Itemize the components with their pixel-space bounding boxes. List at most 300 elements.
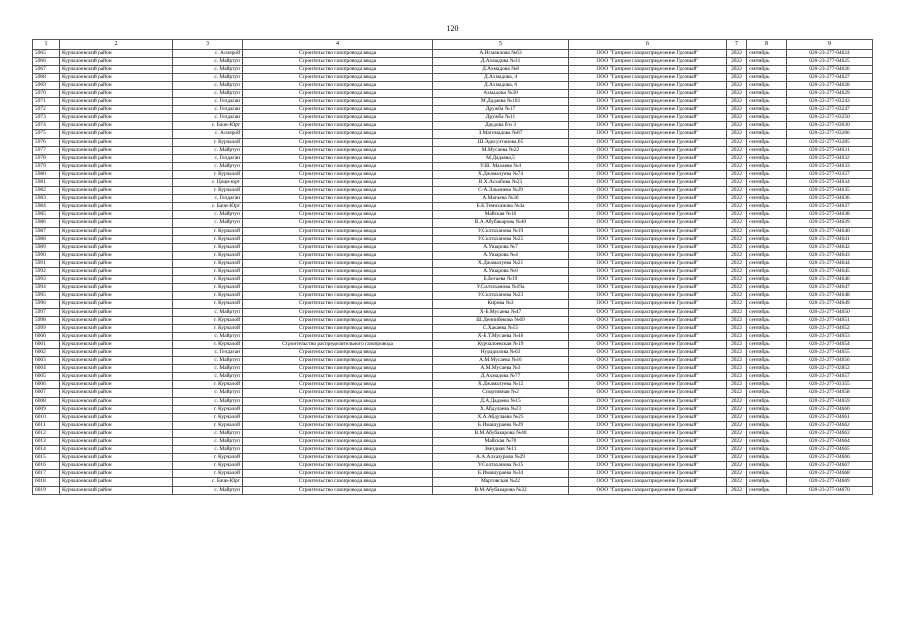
work-type-cell: Строительство распределительного газопровода bbox=[243, 340, 433, 348]
row-number: 6011 bbox=[33, 421, 60, 429]
year-cell: 2022 bbox=[727, 397, 747, 405]
locality-cell: г. Курчалой bbox=[173, 251, 243, 259]
registry-code-cell: 020-23-277-04644 bbox=[787, 259, 873, 267]
row-number: 5972 bbox=[33, 106, 60, 114]
year-cell: 2022 bbox=[727, 373, 747, 381]
registry-code-cell: 020-23-277-04668 bbox=[787, 470, 873, 478]
month-cell: сентябрь bbox=[747, 478, 787, 486]
year-cell: 2022 bbox=[727, 138, 747, 146]
organization-cell: ООО "Газпром газораспределение Грозный" bbox=[569, 421, 727, 429]
work-type-cell: Строительство газопровода ввода bbox=[243, 57, 433, 65]
year-cell: 2022 bbox=[727, 276, 747, 284]
locality-cell: с. Майртуп bbox=[173, 146, 243, 154]
month-cell: сентябрь bbox=[747, 203, 787, 211]
work-type-cell: Строительство газопровода ввода bbox=[243, 251, 433, 259]
locality-cell: с. Гелдаган bbox=[173, 154, 243, 162]
district-cell: Курчалоевский район bbox=[60, 446, 173, 454]
work-type-cell: Строительство газопровода ввода bbox=[243, 195, 433, 203]
address-cell: Б.Имашураева №34 bbox=[433, 470, 569, 478]
registry-code-cell: 020-23-277-04654 bbox=[787, 340, 873, 348]
row-number: 5986 bbox=[33, 219, 60, 227]
month-cell: сентябрь bbox=[747, 187, 787, 195]
locality-cell: с. Гелдаган bbox=[173, 106, 243, 114]
registry-code-cell: 020-23-277-04648 bbox=[787, 292, 873, 300]
district-cell: Курчалоевский район bbox=[60, 421, 173, 429]
month-cell: сентябрь bbox=[747, 429, 787, 437]
row-number: 5993 bbox=[33, 276, 60, 284]
address-cell: М.Дадаева,5 bbox=[433, 154, 569, 162]
year-cell: 2022 bbox=[727, 470, 747, 478]
registry-code-cell: 020-23-277-04633 bbox=[787, 162, 873, 170]
row-number: 6007 bbox=[33, 389, 60, 397]
organization-cell: ООО "Газпром газораспределение Грозный" bbox=[569, 195, 727, 203]
address-cell: Б.Имашураева №29 bbox=[433, 421, 569, 429]
registry-code-cell: 020-22-277-02852 bbox=[787, 365, 873, 373]
work-type-cell: Строительство газопровода ввода bbox=[243, 365, 433, 373]
table-row bbox=[33, 98, 873, 106]
address-cell: Даудова б/н 3 bbox=[433, 122, 569, 130]
locality-cell: с. Аллерой bbox=[173, 130, 243, 138]
registry-code-cell: 020-23-277-04660 bbox=[787, 405, 873, 413]
organization-cell: ООО "Газпром газораспределение Грозный" bbox=[569, 284, 727, 292]
address-cell: Х-Б.Т.Мусаева №46 bbox=[433, 332, 569, 340]
month-cell: сентябрь bbox=[747, 446, 787, 454]
registry-code-cell: 020-22-277-03266 bbox=[787, 130, 873, 138]
row-number: 5992 bbox=[33, 268, 60, 276]
registry-code-cell: 020-23-277-04656 bbox=[787, 357, 873, 365]
work-type-cell: Строительство газопровода ввода bbox=[243, 470, 433, 478]
organization-cell: ООО "Газпром газораспределение Грозный" bbox=[569, 179, 727, 187]
district-cell: Курчалоевский район bbox=[60, 300, 173, 308]
registry-code-cell: 020-23-277-04652 bbox=[787, 324, 873, 332]
address-cell: У.Солтаханова №23 bbox=[433, 292, 569, 300]
organization-cell: ООО "Газпром газораспределение Грозный" bbox=[569, 162, 727, 170]
month-cell: сентябрь bbox=[747, 462, 787, 470]
month-cell: сентябрь bbox=[747, 81, 787, 89]
work-type-cell: Строительство газопровода ввода bbox=[243, 421, 433, 429]
district-cell: Курчалоевский район bbox=[60, 203, 173, 211]
table-row bbox=[33, 106, 873, 114]
row-number: 5991 bbox=[33, 259, 60, 267]
address-cell: Кирова №3 bbox=[433, 300, 569, 308]
registry-code-cell: 020-23-277-04639 bbox=[787, 219, 873, 227]
locality-cell: с. Майртуп bbox=[173, 81, 243, 89]
address-cell: С-А.Эльмиева №29 bbox=[433, 187, 569, 195]
page-number: 120 bbox=[446, 24, 459, 33]
address-cell: Дружба №11 bbox=[433, 114, 569, 122]
row-number: 6014 bbox=[33, 446, 60, 454]
organization-cell: ООО "Газпром газораспределение Грозный" bbox=[569, 243, 727, 251]
district-cell: Курчалоевский район bbox=[60, 219, 173, 227]
work-type-cell: Строительство газопровода ввода bbox=[243, 89, 433, 97]
address-cell: А.Магаева №30 bbox=[433, 195, 569, 203]
table-row bbox=[33, 122, 873, 130]
month-cell: сентябрь bbox=[747, 243, 787, 251]
registry-code-cell: 020-23-277-04635 bbox=[787, 187, 873, 195]
work-type-cell: Строительство газопровода ввода bbox=[243, 405, 433, 413]
district-cell: Курчалоевский район bbox=[60, 478, 173, 486]
address-cell: А.Исмаилова №63 bbox=[433, 49, 569, 57]
year-cell: 2022 bbox=[727, 211, 747, 219]
table-row bbox=[33, 146, 873, 154]
district-cell: Курчалоевский район bbox=[60, 397, 173, 405]
year-cell: 2022 bbox=[727, 316, 747, 324]
month-cell: сентябрь bbox=[747, 57, 787, 65]
organization-cell: ООО "Газпром газораспределение Грозный" bbox=[569, 65, 727, 73]
work-type-cell: Строительство газопровода ввода bbox=[243, 203, 433, 211]
district-cell: Курчалоевский район bbox=[60, 284, 173, 292]
work-type-cell: Строительство газопровода ввода bbox=[243, 381, 433, 389]
address-cell: М.Мусаева №22 bbox=[433, 146, 569, 154]
organization-cell: ООО "Газпром газораспределение Грозный" bbox=[569, 219, 727, 227]
organization-cell: ООО "Газпром газораспределение Грозный" bbox=[569, 340, 727, 348]
year-cell: 2022 bbox=[727, 187, 747, 195]
organization-cell: ООО "Газпром газораспределение Грозный" bbox=[569, 478, 727, 486]
registry-code-cell: 020-23-277-04627 bbox=[787, 73, 873, 81]
row-number: 6013 bbox=[33, 438, 60, 446]
organization-cell: ООО "Газпром газораспределение Грозный" bbox=[569, 470, 727, 478]
row-number: 6003 bbox=[33, 357, 60, 365]
locality-cell: г. Курчалой bbox=[173, 227, 243, 235]
district-cell: Курчалоевский район bbox=[60, 348, 173, 356]
locality-cell: г. Курчалой bbox=[173, 235, 243, 243]
organization-cell: ООО "Газпром газораспределение Грозный" bbox=[569, 413, 727, 421]
registry-code-cell: 020-23-277-04629 bbox=[787, 89, 873, 97]
registry-code-cell: 020-23-277-04651 bbox=[787, 316, 873, 324]
address-cell: Нурадилова №63 bbox=[433, 348, 569, 356]
district-cell: Курчалоевский район bbox=[60, 235, 173, 243]
registry-code-cell: 020-23-277-04624 bbox=[787, 49, 873, 57]
table-row bbox=[33, 446, 873, 454]
month-cell: сентябрь bbox=[747, 421, 787, 429]
row-number: 6002 bbox=[33, 348, 60, 356]
table-row bbox=[33, 187, 873, 195]
address-cell: В.М.Абубакарова №32 bbox=[433, 486, 569, 494]
work-type-cell: Строительство газопровода ввода bbox=[243, 154, 433, 162]
address-cell: Х.Абдулаева №23 bbox=[433, 405, 569, 413]
year-cell: 2022 bbox=[727, 73, 747, 81]
row-number: 5996 bbox=[33, 300, 60, 308]
table-row bbox=[33, 340, 873, 348]
month-cell: сентябрь bbox=[747, 413, 787, 421]
row-number: 6004 bbox=[33, 365, 60, 373]
district-cell: Курчалоевский район bbox=[60, 276, 173, 284]
address-cell: Д.Ахмадова, 6 bbox=[433, 81, 569, 89]
year-cell: 2022 bbox=[727, 284, 747, 292]
year-cell: 2022 bbox=[727, 357, 747, 365]
month-cell: сентябрь bbox=[747, 106, 787, 114]
district-cell: Курчалоевский район bbox=[60, 227, 173, 235]
month-cell: сентябрь bbox=[747, 211, 787, 219]
year-cell: 2022 bbox=[727, 268, 747, 276]
table-row bbox=[33, 300, 873, 308]
month-cell: сентябрь bbox=[747, 438, 787, 446]
year-cell: 2022 bbox=[727, 251, 747, 259]
address-cell: Д.Ахмадова №8 bbox=[433, 65, 569, 73]
work-type-cell: Строительство газопровода ввода bbox=[243, 130, 433, 138]
district-cell: Курчалоевский район bbox=[60, 462, 173, 470]
table-row bbox=[33, 373, 873, 381]
registry-code-cell: 020-23-277-04643 bbox=[787, 251, 873, 259]
address-cell: В.Х.Асхабова №23 bbox=[433, 179, 569, 187]
year-cell: 2022 bbox=[727, 219, 747, 227]
registry-code-cell: 020-23-277-04628 bbox=[787, 81, 873, 89]
table-row bbox=[33, 292, 873, 300]
table-row bbox=[33, 162, 873, 170]
table-row bbox=[33, 57, 873, 65]
table-row bbox=[33, 438, 873, 446]
table-row bbox=[33, 486, 873, 494]
year-cell: 2022 bbox=[727, 203, 747, 211]
district-cell: Курчалоевский район bbox=[60, 340, 173, 348]
work-type-cell: Строительство газопровода ввода bbox=[243, 122, 433, 130]
locality-cell: с. Бачи-Юрт bbox=[173, 122, 243, 130]
table-row bbox=[33, 138, 873, 146]
row-number: 5998 bbox=[33, 316, 60, 324]
table-row bbox=[33, 332, 873, 340]
organization-cell: ООО "Газпром газораспределение Грозный" bbox=[569, 446, 727, 454]
row-number: 6017 bbox=[33, 470, 60, 478]
table-row bbox=[33, 365, 873, 373]
district-cell: Курчалоевский район bbox=[60, 73, 173, 81]
column-number: 1 bbox=[33, 40, 60, 50]
district-cell: Курчалоевский район bbox=[60, 89, 173, 97]
locality-cell: с. Майртуп bbox=[173, 332, 243, 340]
year-cell: 2022 bbox=[727, 154, 747, 162]
address-cell: А.Ушарова №7 bbox=[433, 243, 569, 251]
work-type-cell: Строительство газопровода ввода bbox=[243, 65, 433, 73]
organization-cell: ООО "Газпром газораспределение Грозный" bbox=[569, 57, 727, 65]
district-cell: Курчалоевский район bbox=[60, 308, 173, 316]
registry-code-cell: 020-23-277-03355 bbox=[787, 381, 873, 389]
column-number: 8 bbox=[747, 40, 787, 50]
organization-cell: ООО "Газпром газораспределение Грозный" bbox=[569, 357, 727, 365]
district-cell: Курчалоевский район bbox=[60, 49, 173, 57]
address-cell: Ш.Эдисултанова,65 bbox=[433, 138, 569, 146]
month-cell: сентябрь bbox=[747, 179, 787, 187]
organization-cell: ООО "Газпром газораспределение Грозный" bbox=[569, 373, 727, 381]
month-cell: сентябрь bbox=[747, 268, 787, 276]
registry-code-cell: 020-23-277-04655 bbox=[787, 348, 873, 356]
address-cell: У.Солтаханова №15 bbox=[433, 462, 569, 470]
month-cell: сентябрь bbox=[747, 389, 787, 397]
registry-code-cell: 020-23-277-04664 bbox=[787, 438, 873, 446]
district-cell: Курчалоевский район bbox=[60, 179, 173, 187]
table-row bbox=[33, 268, 873, 276]
table-row bbox=[33, 211, 873, 219]
row-number: 6006 bbox=[33, 381, 60, 389]
table-row bbox=[33, 259, 873, 267]
address-cell: Б.Б.Темиханова №4а bbox=[433, 203, 569, 211]
table-row bbox=[33, 170, 873, 178]
column-number: 4 bbox=[243, 40, 433, 50]
locality-cell: с. Бачи-Юрт bbox=[173, 203, 243, 211]
month-cell: сентябрь bbox=[747, 486, 787, 494]
month-cell: сентябрь bbox=[747, 98, 787, 106]
locality-cell: г. Курчалой bbox=[173, 243, 243, 251]
organization-cell: ООО "Газпром газораспределение Грозный" bbox=[569, 251, 727, 259]
year-cell: 2022 bbox=[727, 446, 747, 454]
year-cell: 2022 bbox=[727, 381, 747, 389]
year-cell: 2022 bbox=[727, 114, 747, 122]
organization-cell: ООО "Газпром газораспределение Грозный" bbox=[569, 106, 727, 114]
organization-cell: ООО "Газпром газораспределение Грозный" bbox=[569, 227, 727, 235]
work-type-cell: Строительство газопровода ввода bbox=[243, 49, 433, 57]
month-cell: сентябрь bbox=[747, 405, 787, 413]
work-type-cell: Строительство газопровода ввода bbox=[243, 243, 433, 251]
year-cell: 2022 bbox=[727, 300, 747, 308]
locality-cell: с. Майртуп bbox=[173, 57, 243, 65]
year-cell: 2022 bbox=[727, 292, 747, 300]
year-cell: 2022 bbox=[727, 49, 747, 57]
organization-cell: ООО "Газпром газораспределение Грозный" bbox=[569, 259, 727, 267]
row-number: 5997 bbox=[33, 308, 60, 316]
table-row bbox=[33, 284, 873, 292]
registry-code-cell: 020-23-277-04649 bbox=[787, 300, 873, 308]
address-cell: Курчалоевская №19 bbox=[433, 340, 569, 348]
work-type-cell: Строительство газопровода ввода bbox=[243, 187, 433, 195]
month-cell: сентябрь bbox=[747, 397, 787, 405]
locality-cell: г. Курчалой bbox=[173, 292, 243, 300]
row-number: 5984 bbox=[33, 203, 60, 211]
locality-cell: г. Курчалой bbox=[173, 454, 243, 462]
work-type-cell: Строительство газопровода ввода bbox=[243, 98, 433, 106]
locality-cell: с. Аллерой bbox=[173, 49, 243, 57]
district-cell: Курчалоевский район bbox=[60, 122, 173, 130]
year-cell: 2022 bbox=[727, 348, 747, 356]
locality-cell: г. Курчалой bbox=[173, 276, 243, 284]
locality-cell: г. Курчалой bbox=[173, 421, 243, 429]
table-row bbox=[33, 357, 873, 365]
year-cell: 2022 bbox=[727, 462, 747, 470]
work-type-cell: Строительство газопровода ввода bbox=[243, 106, 433, 114]
registry-code-cell: 020-23-277-04642 bbox=[787, 243, 873, 251]
address-cell: Дружба №17 bbox=[433, 106, 569, 114]
organization-cell: ООО "Газпром газораспределение Грозный" bbox=[569, 405, 727, 413]
locality-cell: с. Майртуп bbox=[173, 211, 243, 219]
organization-cell: ООО "Газпром газораспределение Грозный" bbox=[569, 381, 727, 389]
district-cell: Курчалоевский район bbox=[60, 292, 173, 300]
table-row bbox=[33, 203, 873, 211]
district-cell: Курчалоевский район bbox=[60, 357, 173, 365]
year-cell: 2022 bbox=[727, 195, 747, 203]
row-number: 5975 bbox=[33, 130, 60, 138]
registry-code-cell: 020-23-277-04632 bbox=[787, 154, 873, 162]
table-row bbox=[33, 478, 873, 486]
table-row bbox=[33, 251, 873, 259]
year-cell: 2022 bbox=[727, 106, 747, 114]
address-cell: А.Ушарова №6 bbox=[433, 268, 569, 276]
year-cell: 2022 bbox=[727, 81, 747, 89]
locality-cell: с. Майртуп bbox=[173, 486, 243, 494]
district-cell: Курчалоевский район bbox=[60, 324, 173, 332]
organization-cell: ООО "Газпром газораспределение Грозный" bbox=[569, 462, 727, 470]
year-cell: 2022 bbox=[727, 89, 747, 97]
address-cell: А.А.Алхазурова №29 bbox=[433, 454, 569, 462]
work-type-cell: Строительство газопровода ввода bbox=[243, 316, 433, 324]
locality-cell: с. Майртуп bbox=[173, 446, 243, 454]
organization-cell: ООО "Газпром газораспределение Грозный" bbox=[569, 211, 727, 219]
year-cell: 2022 bbox=[727, 170, 747, 178]
district-cell: Курчалоевский район bbox=[60, 365, 173, 373]
month-cell: сентябрь bbox=[747, 381, 787, 389]
registry-code-cell: 020-23-277-04650 bbox=[787, 308, 873, 316]
year-cell: 2022 bbox=[727, 130, 747, 138]
work-type-cell: Строительство газопровода ввода bbox=[243, 211, 433, 219]
row-number: 5981 bbox=[33, 179, 60, 187]
month-cell: сентябрь bbox=[747, 227, 787, 235]
organization-cell: ООО "Газпром газораспределение Грозный" bbox=[569, 81, 727, 89]
address-cell: М.Дадаева №102 bbox=[433, 98, 569, 106]
table-row bbox=[33, 130, 873, 138]
address-cell: У.Солтаханова №25 bbox=[433, 235, 569, 243]
table-row bbox=[33, 73, 873, 81]
table-row bbox=[33, 381, 873, 389]
row-number: 5969 bbox=[33, 81, 60, 89]
month-cell: сентябрь bbox=[747, 130, 787, 138]
column-number-row bbox=[33, 40, 873, 50]
row-number: 6008 bbox=[33, 397, 60, 405]
table-row bbox=[33, 243, 873, 251]
row-number: 6015 bbox=[33, 454, 60, 462]
month-cell: сентябрь bbox=[747, 259, 787, 267]
district-cell: Курчалоевский район bbox=[60, 162, 173, 170]
district-cell: Курчалоевский район bbox=[60, 332, 173, 340]
row-number: 5995 bbox=[33, 292, 60, 300]
registry-code-cell: 020-22-277-03030 bbox=[787, 122, 873, 130]
table-row bbox=[33, 89, 873, 97]
registry-code-cell: 020-23-277-04647 bbox=[787, 284, 873, 292]
month-cell: сентябрь bbox=[747, 292, 787, 300]
month-cell: сентябрь bbox=[747, 65, 787, 73]
address-cell: С.Хакаева №55 bbox=[433, 324, 569, 332]
row-number: 5966 bbox=[33, 57, 60, 65]
registry-code-cell: 020-23-277-04631 bbox=[787, 146, 873, 154]
district-cell: Курчалоевский район bbox=[60, 251, 173, 259]
locality-cell: г. Курчалой bbox=[173, 413, 243, 421]
row-number: 5977 bbox=[33, 146, 60, 154]
organization-cell: ООО "Газпром газораспределение Грозный" bbox=[569, 454, 727, 462]
registry-code-cell: 020-23-277-04669 bbox=[787, 478, 873, 486]
organization-cell: ООО "Газпром газораспределение Грозный" bbox=[569, 98, 727, 106]
registry-code-cell: 020-22-277-03250 bbox=[787, 114, 873, 122]
work-type-cell: Строительство газопровода ввода bbox=[243, 324, 433, 332]
locality-cell: г. Курчалой bbox=[173, 324, 243, 332]
year-cell: 2022 bbox=[727, 332, 747, 340]
column-number: 6 bbox=[569, 40, 727, 50]
work-type-cell: Строительство газопровода ввода bbox=[243, 300, 433, 308]
table-row bbox=[33, 405, 873, 413]
row-number: 5980 bbox=[33, 170, 60, 178]
locality-cell: г. Курчалой bbox=[173, 170, 243, 178]
registry-code-cell: 020-23-277-04638 bbox=[787, 211, 873, 219]
work-type-cell: Строительство газопровода ввода bbox=[243, 308, 433, 316]
month-cell: сентябрь bbox=[747, 195, 787, 203]
registry-code-cell: 020-22-277-03285 bbox=[787, 138, 873, 146]
registry-code-cell: 020-23-277-04665 bbox=[787, 446, 873, 454]
registry-code-cell: 020-23-277-04667 bbox=[787, 462, 873, 470]
month-cell: сентябрь bbox=[747, 138, 787, 146]
registry-code-cell: 020-23-277-04634 bbox=[787, 179, 873, 187]
registry-code-cell: 020-23-277-04645 bbox=[787, 268, 873, 276]
row-number: 6019 bbox=[33, 486, 60, 494]
work-type-cell: Строительство газопровода ввода bbox=[243, 138, 433, 146]
work-type-cell: Строительство газопровода ввода bbox=[243, 462, 433, 470]
column-number: 9 bbox=[787, 40, 873, 50]
organization-cell: ООО "Газпром газораспределение Грозный" bbox=[569, 114, 727, 122]
registry-code-cell: 020-23-277-04646 bbox=[787, 276, 873, 284]
row-number: 5999 bbox=[33, 324, 60, 332]
